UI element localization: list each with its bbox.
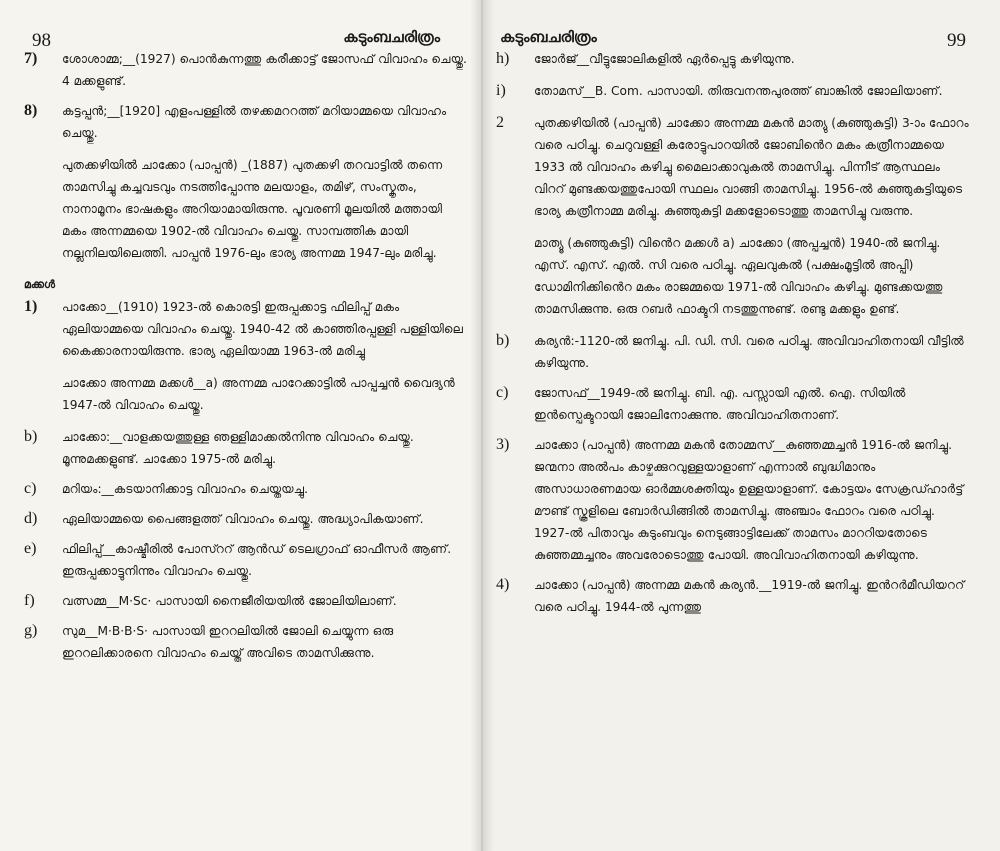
- entry-text: ഫിലിപ്പ്__കാഷ്മീരിൽ പോസ്ററ് ആൻഡ് ടെലഗ്രാഫ് ഓഫീസർ ആണ്. ഇരുപ്പക്കാട്ടുനിന്നും വിവാഹം ചെയ്തു.: [62, 542, 452, 578]
- entry-text: ചാക്കോ (പാപ്പൻ) അന്നമ്മ മകൻ തോമ്മസ്__കുഞ്ഞമ്മച്ചൻ 1916-ൽ ജനിച്ചു. ജന്മനാ അൽപം കാഴ്ചക്കുറവുള്ളയാളാണ് എന്നാൽ ബുദ്ധിമാനും അസാധാരണമായ ഓർമ്മശക്തിയും ഉള്ളയാളാണ്. കോട്ടയം സേക്രഡ്ഹാർട്ട് മൗണ്ട് സ്കൂളിലെ ബോർഡിങ്ങിൽ താമസിച്ചു. അഞ്ചാം ഫോറം വരെ പഠിച്ചു. 1927-ൽ പിതാവും കുടുംബവും നെടുങ്ങാട്ടിലേക്ക് താമസം മാററിയതോടെ കുഞ്ഞമ്മച്ചനും അവരോടൊത്തു പോയി. അവിവാഹിതനായി കഴിയുന്നു.: [534, 438, 964, 562]
- body-paragraph: മാത്യൂ (കുഞ്ഞുകുട്ടി) വിൻെറ മക്കൾ a) ചാക്കോ (അപ്പച്ചൻ) 1940-ൽ ജനിച്ചു. എസ്. എസ്. എൽ. സി വരെ പഠിച്ചു. ഏലവുകൽ (പക്ഷംമൂട്ടിൽ അപ്പി) ഡോമിനിക്കിൻെറ മകം രാജമ്മയെ 1971-ൽ വിവാഹം കഴിച്ചു. മുണ്ടക്കയത്തു താമസിക്കുന്നു. ഒരു റബർ ഫാക്ടറി നടത്തുന്നുണ്ട്. രണ്ടു മക്കളും ഉണ്ട്.: [534, 236, 943, 316]
- entry-text: വത്സമ്മ__M·Sc· പാസായി നൈജീരിയയിൽ ജോലിയിലാണ്.: [62, 594, 397, 608]
- left-page: [0, 0, 482, 851]
- list-item: [496, 382, 970, 426]
- entry-text: കര്യൻ:-1120-ൽ ജനിച്ചു. പി. ഡി. സി. വരെ പഠിച്ചു. അവിവാഹിതനായി വീട്ടിൽ കഴിയുന്നു.: [534, 334, 964, 370]
- list-item: [496, 80, 970, 102]
- entry-label: 1): [24, 298, 38, 315]
- list-item: [496, 434, 970, 566]
- entry-text: കട്ടപ്പൻ;__[1920] എളംപള്ളിൽ തഴക്കമററത്ത് മറിയാമ്മയെ വിവാഹം ചെയ്തു.: [62, 104, 447, 140]
- list-item: [24, 620, 468, 664]
- entry-text: പുതക്കഴിയിൽ (പാപ്പൻ) ചാക്കോ അന്നമ്മ മകൻ മാത്യു (കുഞ്ഞുകുട്ടി) 3-ാം ഫോറം വരെ പഠിച്ചു. ചെറുവള്ളി കരോട്ടുപാറയിൽ ജോബിൻെറ മകം കത്രീനാമ്മയെ 1933 ൽ വിവാഹം കഴിച്ചു മൈലാക്കാവുകൽ താമസിച്ചു. പിന്നീട് ആസ്ഥലം വിററ് മുണ്ടക്കയത്തുപോയി സ്ഥലം വാങ്ങി താമസിച്ചു. 1956-ൽ കുഞ്ഞുകുട്ടിയുടെ ഭാര്യ കത്രീനാമ്മ മരിച്ചു. കുഞ്ഞുകുട്ടി മക്കളോടൊത്തു താമസിച്ചു വരുന്നു.: [534, 116, 969, 218]
- entry-text: സുമ__M·B·B·S· പാസായി ഇററലിയിൽ ജോലി ചെയ്യുന്ന ഒരു ഇററലിക്കാരനെ വിവാഹം ചെയ്ത് അവിടെ താമസിക്കുന്നു.: [62, 624, 394, 660]
- entry-label: 3): [496, 436, 510, 453]
- section-label: മക്കൾ: [24, 278, 56, 291]
- left-running-head: കടുംബചരിത്രം: [343, 28, 440, 46]
- entry-label: g): [24, 622, 38, 639]
- list-item: [24, 48, 468, 92]
- book-gutter: [470, 0, 494, 851]
- list-item: [24, 508, 468, 530]
- entry-text: ഏലിയാമ്മയെ പൈങ്ങളത്ത് വിവാഹം ചെയ്തു. അദ്ധ്യാപികയാണ്.: [62, 512, 424, 526]
- entry-label: i): [496, 82, 506, 99]
- entry-label: e): [24, 540, 37, 557]
- right-page: [482, 0, 1000, 851]
- left-page-number: 98: [32, 30, 51, 51]
- list-item: [496, 48, 970, 70]
- list-item: [496, 112, 970, 222]
- list-item: [496, 330, 970, 374]
- entry-text: ജോർജ്__വീട്ടുജോലികളിൽ ഏർപ്പെട്ടു കഴിയുന്നു.: [534, 52, 795, 66]
- entry-text: ചാക്കോ (പാപ്പൻ) അന്നമ്മ മകൻ കര്യൻ.__1919-ൽ ജനിച്ചു. ഇൻറർമീഡിയററ് വരെ പഠിച്ചു. 1944-ൽ പുന്നത്തു: [534, 578, 965, 614]
- list-item: [24, 100, 468, 144]
- entry-label: 4): [496, 576, 510, 593]
- list-item: [24, 590, 468, 612]
- entry-text: ചാക്കോ:__വാളക്കയത്തുള്ള ഞള്ളിമാക്കൽനിന്നു വിവാഹം ചെയ്തു. മൂന്നുമക്കളുണ്ട്. ചാക്കോ 1975-ൽ മരിച്ചു.: [62, 430, 414, 466]
- right-running-head: കടുംബചരിത്രം: [500, 28, 597, 46]
- list-item: [496, 574, 970, 618]
- entry-label: h): [496, 50, 510, 67]
- entry-label: 8): [24, 102, 38, 119]
- entry-label: c): [24, 480, 37, 497]
- entry-label: b): [24, 428, 38, 445]
- entry-label: d): [24, 510, 38, 527]
- entry-label: b): [496, 332, 510, 349]
- entry-text: മറിയം:__കടയാനിക്കാട്ട വിവാഹം ചെയ്തയച്ചു.: [62, 482, 308, 496]
- entry-label: 2: [496, 114, 504, 131]
- body-paragraph: ചാക്കോ അന്നമ്മ മക്കൾ__a) അന്നമ്മ പാറേക്കാട്ടിൽ പാപ്പച്ചൻ വൈദ്യൻ 1947-ൽ വിവാഹം ചെയ്തു.: [62, 376, 455, 412]
- entry-label: f): [24, 592, 35, 609]
- entry-text: ശോശാമ്മ;__(1927) പൊൻകുന്നത്തു കരീക്കാട്ട് ജോസഫ് വിവാഹം ചെയ്തു. 4 മക്കളുണ്ട്.: [62, 52, 467, 88]
- entry-text: ജോസഫ്__1949-ൽ ജനിച്ചു. ബി. എ. പസ്സായി എൽ. ഐ. സിയിൽ ഇൻസ്പെക്ടറായി ജോലിനോക്കുന്നു. അവിവാഹിതനാണ്.: [534, 386, 906, 422]
- left-page-header: [24, 0, 468, 51]
- body-paragraph: പുതക്കഴിയിൽ ചാക്കോ (പാപ്പൻ) _(1887) പുതക്കഴി തറവാട്ടിൽ തന്നെ താമസിച്ചു കച്ചവടവും നടത്തിപ്പോന്നു മലയാളം, തമിഴ്, സംസ്കൃതം, നാനാമൂനം ഭാഷകളും അറിയാമായിരുന്നു. പൂവരണി മൂലയിൽ മത്തായി മകം അന്നമ്മയെ 1902-ൽ വിവാഹം ചെയ്തു. സാമ്പത്തിക മായി നല്ലനിലയിലെത്തി. പാപ്പൻ 1976-ലും ഭാര്യ അന്നമ്മ 1947-ലും മരിച്ചു.: [62, 158, 443, 260]
- right-page-header: [496, 0, 970, 51]
- list-item: [24, 478, 468, 500]
- entry-text: പാക്കോ__(1910) 1923-ൽ കൊരട്ടി ഇരുപ്പക്കാട്ട ഫിലിപ്പ് മകം ഏലിയാമ്മയെ വിവാഹം ചെയ്തു. 1940-42 ൽ കാഞ്ഞിരപ്പള്ളി പള്ളിയിലെ കൈക്കാരനായിരുന്നു. ഭാര്യ ഏലിയാമ്മ 1963-ൽ മരിച്ചു: [62, 300, 464, 358]
- list-item: [24, 426, 468, 470]
- right-page-number: 99: [947, 30, 966, 51]
- entry-label: c): [496, 384, 509, 401]
- entry-text: തോമസ്__B. Com. പാസായി. തിരുവനന്തപുരത്ത് ബാങ്കിൽ ജോലിയാണ്.: [534, 84, 943, 98]
- list-item: [24, 296, 468, 362]
- list-item: [24, 538, 468, 582]
- entry-label: 7): [24, 50, 38, 67]
